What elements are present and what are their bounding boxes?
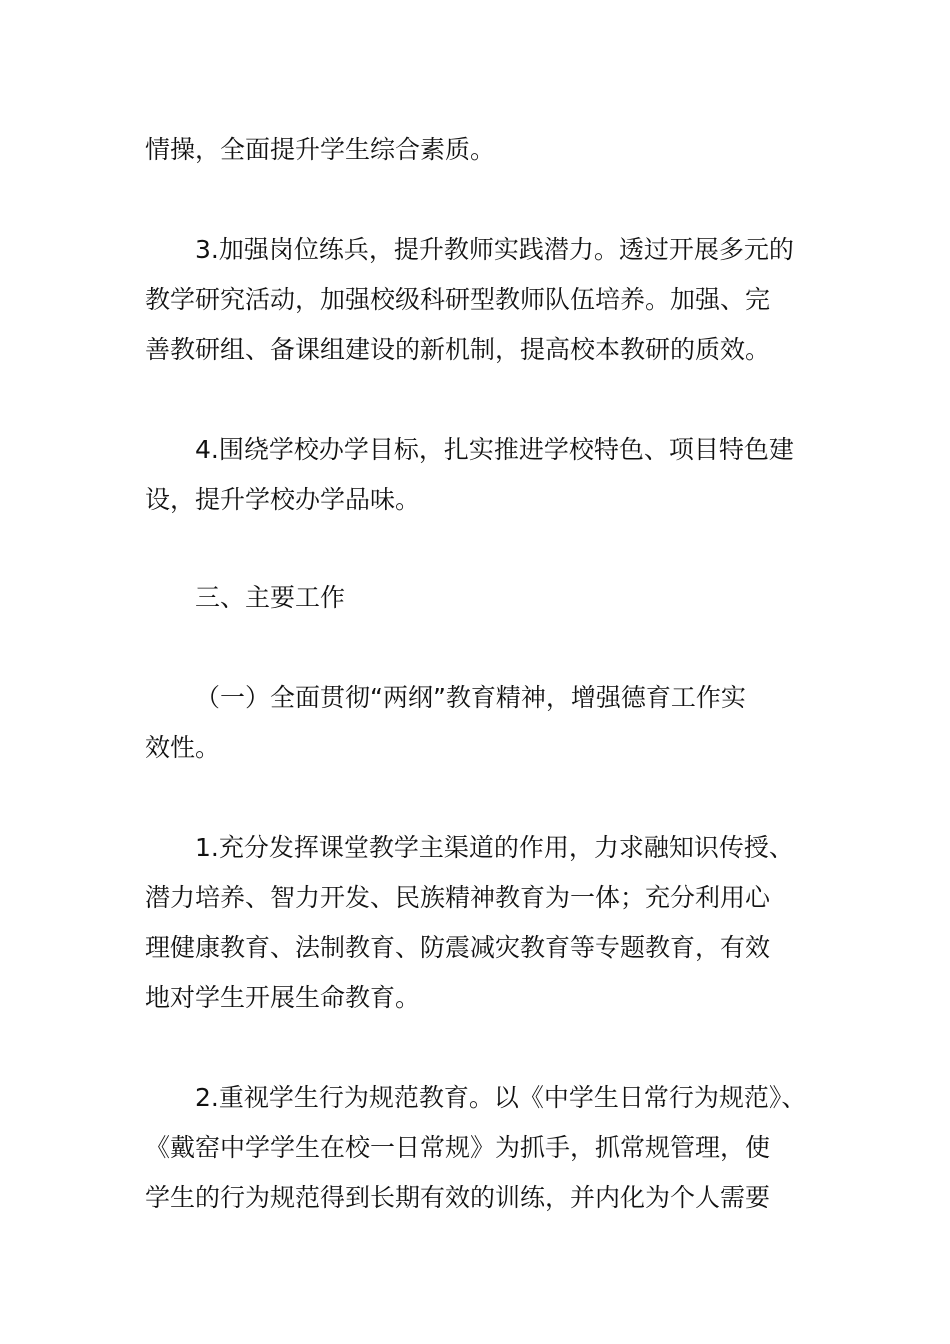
- text-line: 2.重视学生行为规范教育。以《中学生日常行为规范》、: [195, 1083, 807, 1112]
- text-line: 学生的行为规范得到长期有效的训练，并内化为个人需要: [145, 1183, 771, 1212]
- text-line: 潜力培养、智力开发、民族精神教育为一体；充分利用心: [145, 883, 771, 912]
- text-line: 情操，全面提升学生综合素质。: [145, 135, 496, 164]
- text-line: 1.充分发挥课堂教学主渠道的作用，力求融知识传授、: [195, 833, 794, 862]
- subsection-heading: （一）全面贯彻“两纲”教育精神，增强德育工作实: [195, 683, 746, 712]
- text-line: 善教研组、备课组建设的新机制，提高校本教研的质效。: [145, 335, 771, 364]
- text-line: 3.加强岗位练兵，提升教师实践潜力。透过开展多元的: [195, 235, 794, 264]
- text-line: 《戴窑中学学生在校一日常规》为抓手，抓常规管理，使: [145, 1133, 771, 1162]
- text-line: 4.围绕学校办学目标，扎实推进学校特色、项目特色建: [195, 435, 794, 464]
- section-heading: 三、主要工作: [195, 583, 346, 612]
- text-line: 设，提升学校办学品味。: [145, 485, 421, 514]
- text-line: 地对学生开展生命教育。: [145, 983, 421, 1012]
- text-line: 理健康教育、法制教育、防震减灾教育等专题教育，有效: [145, 933, 771, 962]
- text-line: 教学研究活动，加强校级科研型教师队伍培养。加强、完: [145, 285, 771, 314]
- text-line: 效性。: [145, 733, 221, 762]
